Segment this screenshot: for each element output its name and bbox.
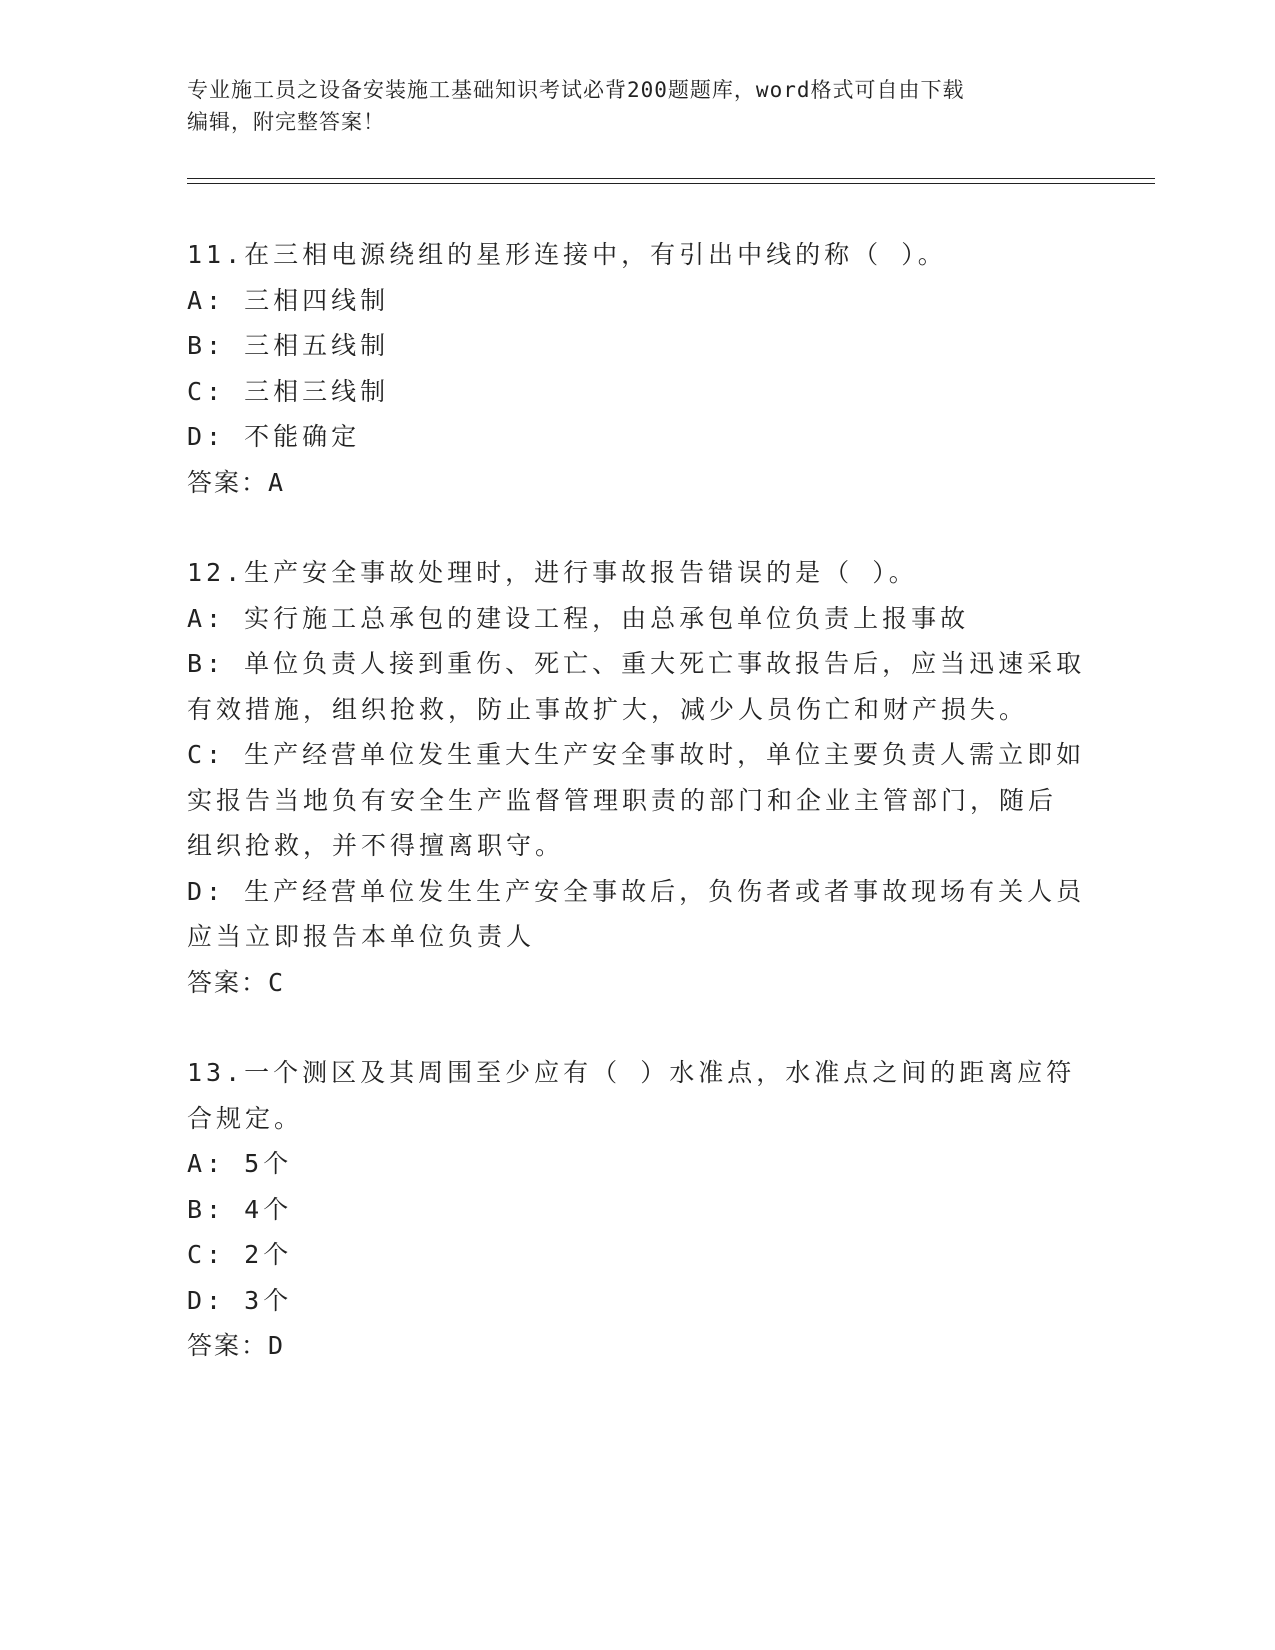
answer-option: C: 三相三线制 xyxy=(187,376,390,406)
answer-key: 答案：C xyxy=(187,967,286,997)
answer-option: D: 不能确定 xyxy=(187,422,361,451)
question-stem: 13.一个测区及其周围至少应有（ ）水准点，水准点之间的距离应符 xyxy=(187,1058,1076,1087)
answer-option: 实报告当地负有安全生产监督管理职责的部门和企业主管部门，随后 xyxy=(187,785,1058,815)
answer-option: 应当立即报告本单位负责人 xyxy=(187,922,536,951)
document-header xyxy=(187,74,1067,138)
answer-key: 答案：A xyxy=(187,467,286,497)
question-block xyxy=(187,550,1087,1005)
question-stem: 合规定。 xyxy=(187,1103,304,1133)
question-stem: 12.生产安全事故处理时，进行事故报告错误的是（ ）。 xyxy=(187,558,918,587)
answer-option: B: 4个 xyxy=(187,1194,293,1224)
question-block xyxy=(187,232,1087,505)
answer-option: 有效措施，组织抢救，防止事故扩大，减少人员伤亡和财产损失。 xyxy=(187,694,1029,724)
header-rule-top xyxy=(187,178,1155,179)
answer-option: B: 三相五线制 xyxy=(187,331,390,360)
answer-key: 答案：D xyxy=(187,1331,286,1360)
answer-option: B: 单位负责人接到重伤、死亡、重大死亡事故报告后，应当迅速采取 xyxy=(187,649,1086,678)
header-rule-bottom xyxy=(187,183,1155,184)
answer-option: D: 生产经营单位发生生产安全事故后，负伤者或者事故现场有关人员 xyxy=(187,876,1086,906)
header-line-2: 编辑，附完整答案！ xyxy=(187,110,385,134)
answer-option: A: 三相四线制 xyxy=(187,285,390,315)
answer-option: C: 2个 xyxy=(187,1240,293,1269)
question-block xyxy=(187,1050,1087,1369)
question-stem: 11.在三相电源绕组的星形连接中，有引出中线的称（ ）。 xyxy=(187,240,947,269)
answer-option: D: 3个 xyxy=(187,1285,293,1315)
answer-option: C: 生产经营单位发生重大生产安全事故时，单位主要负责人需立即如 xyxy=(187,740,1086,769)
answer-option: A: 实行施工总承包的建设工程，由总承包单位负责上报事故 xyxy=(187,603,970,633)
header-line-1: 专业施工员之设备安装施工基础知识考试必背200题题库，word格式可自由下载 xyxy=(187,78,965,102)
question-list xyxy=(187,232,1087,1414)
answer-option: 组织抢救，并不得擅离职守。 xyxy=(187,831,565,860)
answer-option: A: 5个 xyxy=(187,1149,293,1178)
